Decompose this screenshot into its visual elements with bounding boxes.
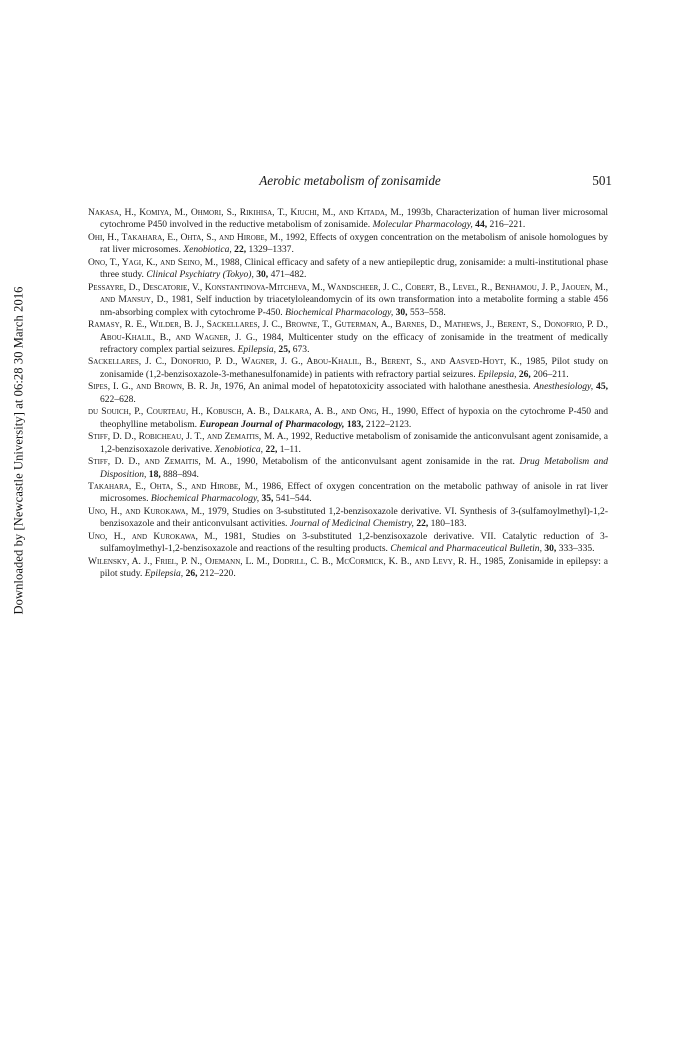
reference-entry [88, 232, 608, 257]
reference-text: 1985, Pilot study on zonisamide (1,2-benzisoxazole-3-methanesulfonamide) in patients with refractory partial seizures. [100, 356, 608, 380]
running-head [88, 173, 612, 193]
reference-source: Epilepsia, [478, 368, 517, 380]
reference-pages: 212–220. [197, 568, 236, 580]
reference-pages: 216–221. [487, 219, 526, 231]
reference-pages: 2122–2123. [363, 418, 412, 430]
page-number: 501 [592, 173, 612, 188]
reference-source: Xenobiotica, [214, 443, 264, 455]
reference-source: Epilepsia, [237, 343, 277, 355]
running-title: Aerobic metabolism of zonisamide [259, 173, 441, 188]
reference-source: Drug Metabolism and Disposition, [100, 456, 608, 480]
reference-authors: Pessayre, D., Descatorie, V., Konstantinova-Mitcheva, M., Wandscheer, J. C., Cobert, B., Level, R., Benhamou, J. P., Jaouen, M., and Mansuy, D., [88, 281, 608, 306]
reference-volume: 22, [263, 443, 278, 455]
reference-authors: Ono, T., Yagi, K., and Seino, M., [88, 256, 218, 268]
reference-text: 1992, Effects of oxygen concentration on the metabolism of anisole homologues by rat liver microsomes. [100, 231, 608, 256]
reference-text: 1992, Reductive metabolism of zonisamide the anticonvulsant agent zonisamide, a 1,2-benzisoxazole derivative. [100, 431, 608, 455]
reference-entry [88, 282, 608, 319]
reference-entry [88, 431, 608, 456]
reference-text: 1981, Self induction by triacetyloleandomycin of its own transformation into a metabolite forming a stable 456 nm-absorbing complex with cytochrome P-450. [100, 294, 608, 318]
reference-entry [88, 381, 608, 406]
reference-entry [88, 406, 608, 431]
reference-text: 1976, An animal model of hepatotoxicity associated with halothane anesthesia. [221, 381, 534, 393]
reference-volume: 44, [472, 219, 488, 231]
reference-authors: Stiff, D. D., Robicheau, J. T., and Zemaitis, M. A., [88, 431, 289, 443]
reference-text: 1990, Effect of hypoxia on the cytochrome P-450 and theophylline metabolism. [100, 406, 608, 430]
reference-volume: 22, [413, 518, 429, 530]
download-watermark [8, 220, 30, 680]
reference-pages: 541–544. [273, 493, 312, 505]
reference-text: 1988, Clinical efficacy and safety of a new antiepileptic drug, zonisamide: a multi-institutional phase three study. [100, 256, 608, 281]
reference-text: 1979, Studies on 3-substituted 1,2-benzisoxazole derivative. VI. Synthesis of 3-(sulfamoylmethyl)-1,2-benzisoxazole and their anticonvulsant activities. [100, 505, 608, 530]
reference-authors: Takahara, E., Ohta, S., and Hirobe, M., [88, 480, 258, 492]
reference-pages: 553–558. [407, 306, 446, 318]
reference-pages: 180–183. [428, 518, 467, 530]
reference-text: 1993b, Characterization of human liver microsomal cytochrome P450 involved in the reductive metabolism of zonisamide. [100, 207, 608, 231]
reference-entry [88, 207, 608, 232]
reference-volume: 26, [183, 568, 198, 580]
reference-source: Molecular Pharmacology, [372, 219, 473, 231]
reference-text: 1990, Metabolism of the anticonvulsant agent zonisamide in the rat. [231, 456, 520, 468]
reference-volume: 25, [276, 343, 291, 355]
reference-volume: 30, [393, 306, 408, 318]
reference-text: 1985, Zonisamide in epilepsy: a pilot study. [100, 555, 608, 580]
reference-authors: Wilensky, A. J., Friel, P. N., Ojemann, L. M., Dodrill, C. B., McCormick, K. B., and Levy, R. H., [88, 555, 482, 567]
reference-pages: 471–482. [268, 269, 307, 281]
reference-authors: Sipes, I. G., and Brown, B. R. Jr, [88, 381, 222, 393]
reference-source: Biochemical Pharmacology, [150, 493, 260, 505]
reference-source: Chemical and Pharmaceutical Bulletin, [390, 543, 542, 555]
reference-volume: 18, [146, 468, 161, 480]
reference-volume: 35, [259, 493, 274, 505]
reference-volume: 30, [541, 543, 557, 555]
reference-source: Anesthesiology, [533, 381, 594, 393]
reference-source: Biochemical Pharmacology, [285, 306, 394, 318]
reference-source: Xenobiotica, [183, 244, 232, 256]
reference-pages: 1–11. [277, 443, 301, 455]
reference-source: European Journal of Pharmacology, [199, 418, 345, 430]
reference-entry [88, 506, 608, 531]
download-watermark-text: Downloaded by [Newcastle University] at 06:28 30 March 2016 [11, 285, 26, 615]
reference-authors: Uno, H., and Kurokawa, M., [88, 530, 218, 542]
reference-pages: 673. [290, 343, 310, 355]
reference-authors: Ramasy, R. E., Wilder, B. J., Sackellares, J. C., Browne, T., Guterman, A., Barnes, D., Mathews, J., Berent, S., Donofrio, P. D., Abou-Khalil, B., and Wagner, J. G., [88, 319, 608, 343]
reference-volume: 22, [231, 244, 247, 256]
reference-authors: Ohi, H., Takahara, E., Ohta, S., and Hirobe, M., [88, 231, 283, 243]
reference-entry [88, 531, 608, 556]
reference-entry [88, 257, 608, 282]
reference-source: Journal of Medicinal Chemistry, [289, 518, 414, 530]
reference-volume: 183, [344, 418, 364, 430]
reference-authors: Nakasa, H., Komiya, M., Ohmori, S., Rikihisa, T., Kiuchi, M., and Kitada, M., [88, 207, 404, 218]
reference-text: 1984, Multicenter study on the efficacy of zonisamide in the treatment of medically refractory complex partial seizures. [100, 331, 608, 355]
reference-entry [88, 356, 608, 381]
reference-entry [88, 319, 608, 356]
reference-volume: 30, [253, 269, 269, 281]
reference-entry [88, 456, 608, 481]
reference-authors: Stiff, D. D., and Zemaitis, M. A., [88, 456, 232, 468]
reference-entry [88, 481, 608, 506]
reference-pages: 888–894. [160, 468, 199, 480]
reference-pages: 622–628. [100, 393, 136, 405]
reference-authors: Sackellares, J. C., Donofrio, P. D., Wagner, J. G., Abou-Khalil, B., Berent, S., and Aasved-Hoyt, K., [88, 356, 522, 368]
reference-authors: du Souich, P., Courteau, H., Kobusch, A. B., Dalkara, A. B., and Ong, H., [88, 406, 394, 418]
reference-list [88, 207, 608, 581]
reference-volume: 45, [593, 381, 608, 393]
reference-volume: 26, [516, 368, 531, 380]
reference-text: 1986, Effect of oxygen concentration on the metabolic pathway of anisole in rat liver microsomes. [100, 480, 608, 505]
reference-entry [88, 556, 608, 581]
reference-authors: Uno, H., and Kurokawa, M., [88, 505, 205, 517]
reference-source: Clinical Psychiatry (Tokyo), [146, 269, 254, 281]
reference-text: 1981, Studies on 3-substituted 1,2-benzisoxazole derivative. VII. Catalytic reduction of 3-sulfamoylmethyl-1,2-benzisoxazole and reactions of the resulting products. [100, 530, 608, 555]
reference-source: Epilepsia, [144, 568, 184, 580]
reference-pages: 1329–1337. [246, 244, 294, 256]
reference-pages: 206–211. [530, 368, 569, 380]
reference-pages: 333–335. [556, 543, 595, 555]
